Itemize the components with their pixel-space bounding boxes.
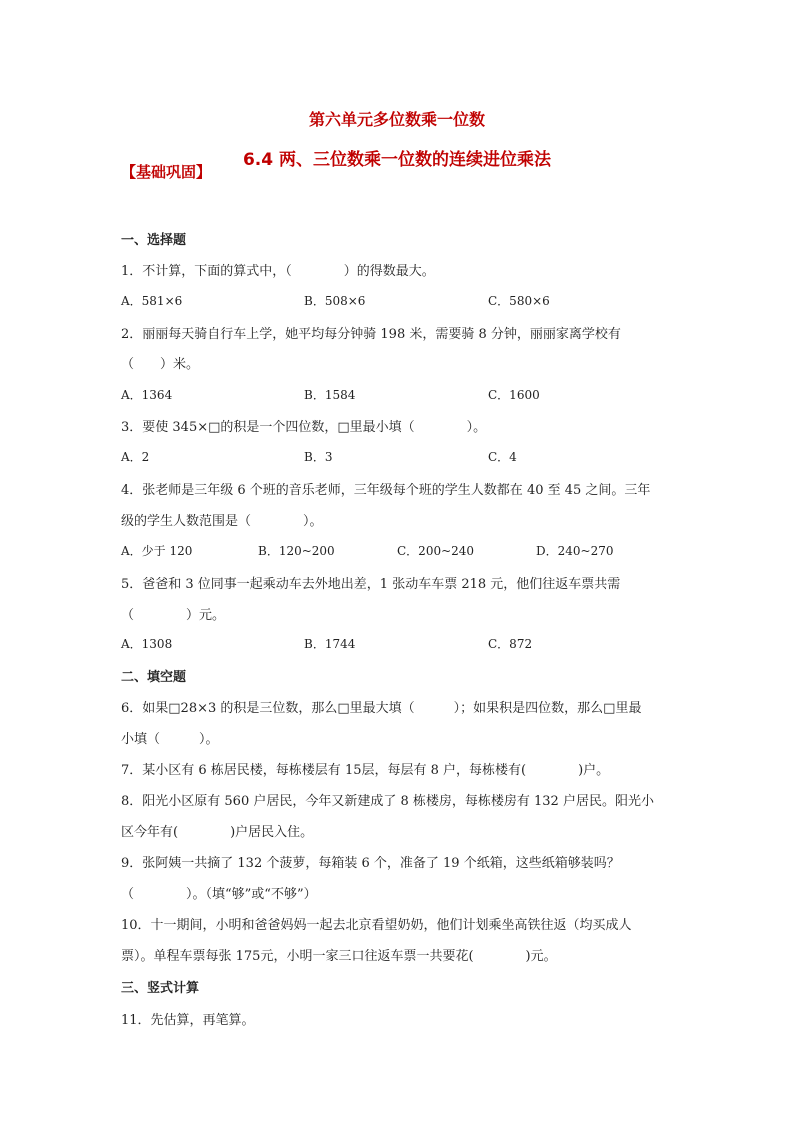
q3-option-b: B．3 xyxy=(304,450,333,464)
q2-option-c: C．1600 xyxy=(488,388,540,402)
q3-option-a: A．2 xyxy=(121,450,150,464)
q7-text: 7．某小区有 6 栋居民楼，每栋楼层有 15层，每层有 8 户，每栋楼有( )户。 xyxy=(121,763,610,778)
q4-option-a: A．少于 120 xyxy=(121,544,193,558)
q4-line2: 级的学生人数范围是（ ）。 xyxy=(121,514,323,529)
page-title: 第六单元多位数乘一位数 xyxy=(308,110,485,129)
q2-option-b: B．1584 xyxy=(304,388,356,402)
q4-option-b: B．120~200 xyxy=(258,544,335,558)
q11-text: 11．先估算，再笔算。 xyxy=(121,1013,255,1028)
q3-option-c: C．4 xyxy=(488,450,517,464)
q2-line2: （ ）米。 xyxy=(121,357,200,372)
q4-option-d: D．240~270 xyxy=(536,544,614,558)
part3-heading: 三、竖式计算 xyxy=(121,981,200,996)
q1-option-a: A．581×6 xyxy=(121,294,183,308)
q1-option-b: B．508×6 xyxy=(304,294,366,308)
q4-line1: 4．张老师是三年级 6 个班的音乐老师，三年级每个班的学生人数都在 40 至 45 之间。三年 xyxy=(121,483,651,498)
q5-option-a: A．1308 xyxy=(121,637,173,651)
lesson-subtitle: 6.4 两、三位数乘一位数的连续进位乘法 xyxy=(242,150,552,170)
q1-option-c: C．580×6 xyxy=(488,294,550,308)
q6-line1: 6．如果□28×3 的积是三位数，那么□里最大填（ ）；如果积是四位数，那么□里最 xyxy=(121,701,642,716)
part2-heading: 二、填空题 xyxy=(121,670,187,685)
q5-line1: 5．爸爸和 3 位同事一起乘动车去外地出差，1 张动车车票 218 元，他们往返车票共需 xyxy=(121,577,621,592)
q9-line1: 9．张阿姨一共摘了 132 个菠萝，每箱装 6 个，准备了 19 个纸箱，这些纸箱够装吗？ xyxy=(121,856,620,871)
q6-line2: 小填（ ）。 xyxy=(121,732,219,747)
q3-text: 3．要使 345×□的积是一个四位数，□里最小填（ ）。 xyxy=(121,420,487,435)
q10-line2: 票）。单程车票每张 175元，小明一家三口往返车票一共要花( )元。 xyxy=(121,949,557,964)
q4-option-c: C．200~240 xyxy=(397,544,475,558)
q2-line1: 2．丽丽每天骑自行车上学，她平均每分钟骑 198 米，需要骑 8 分钟，丽丽家离学校有 xyxy=(121,327,621,342)
q1-text: 1．不计算，下面的算式中，（ ）的得数最大。 xyxy=(121,264,435,279)
q5-line2: （ ）元。 xyxy=(121,608,226,623)
q5-option-b: B．1744 xyxy=(304,637,356,651)
q2-option-a: A．1364 xyxy=(121,388,173,402)
q9-line2: （ ）。（填“够”或“不够”） xyxy=(121,887,317,902)
section-label: 【基础巩固】 xyxy=(121,163,212,181)
q5-option-c: C．872 xyxy=(488,637,533,651)
q8-line2: 区今年有( )户居民入住。 xyxy=(121,825,314,840)
part1-heading: 一、选择题 xyxy=(121,233,187,248)
q8-line1: 8．阳光小区原有 560 户居民，今年又新建成了 8 栋楼房，每栋楼房有 132 户居民。阳光小 xyxy=(121,794,654,809)
q10-line1: 10．十一期间，小明和爸爸妈妈一起去北京看望奶奶，他们计划乘坐高铁往返（均买成人 xyxy=(121,918,632,933)
